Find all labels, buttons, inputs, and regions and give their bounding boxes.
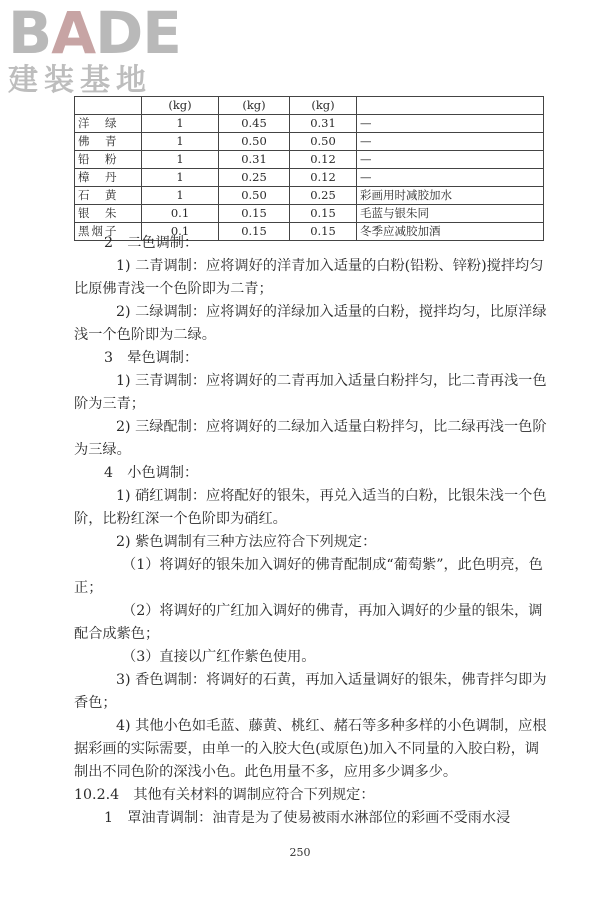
table-cell: 0.15 (290, 223, 357, 241)
table-cell: — (357, 151, 544, 169)
table-cell: 1 (142, 187, 219, 205)
pigment-ratio-table (74, 96, 544, 241)
table-cell: 冬季应减胶加酒 (357, 223, 544, 241)
table-cell (357, 97, 544, 115)
logo-subtitle: 建装基地 (8, 63, 152, 98)
table-cell: 铅 粉 (75, 151, 142, 169)
table-cell: (kg) (219, 97, 290, 115)
paragraph: 1) 二青调制：应将调好的洋青加入适量的白粉(铅粉、锌粉)搅拌均匀比原佛青浅一个色阶即为二青； (74, 258, 544, 297)
table-cell: 0.25 (219, 169, 290, 187)
page-number: 250 (289, 846, 311, 859)
table-cell: 0.12 (290, 169, 357, 187)
table-cell: 0.12 (290, 151, 357, 169)
table-cell: 石 黄 (75, 187, 142, 205)
table-row (75, 115, 544, 133)
table-cell: 0.31 (219, 151, 290, 169)
table-cell (75, 97, 142, 115)
section-heading: 10.2.4 其他有关材料的调制应符合下列规定： (74, 787, 375, 803)
table-cell: (kg) (142, 97, 219, 115)
table-cell: 洋 绿 (75, 115, 142, 133)
table-cell: 0.1 (142, 223, 219, 241)
table-cell: 0.50 (219, 133, 290, 151)
table-cell: (kg) (290, 97, 357, 115)
table-cell: 0.1 (142, 205, 219, 223)
table-cell: 佛 青 (75, 133, 142, 151)
section-heading: 2 二色调制： (104, 235, 199, 251)
table-cell: 樟 丹 (75, 169, 142, 187)
paragraph: 1 罩油青调制：油青是为了使易被雨水淋部位的彩画不受雨水浸 (104, 810, 511, 826)
paragraph: 2) 紫色调制有三种方法应符合下列规定： (116, 534, 377, 550)
table-cell: 0.15 (290, 205, 357, 223)
table-cell: 0.50 (290, 133, 357, 151)
table-cell: 0.31 (290, 115, 357, 133)
table-cell: 1 (142, 151, 219, 169)
table-header-row (75, 97, 544, 115)
paragraph: 2) 三绿配制：应将调好的二绿加入适量白粉拌匀，比二绿再浅一色阶为三绿。 (74, 419, 547, 458)
table-cell: 1 (142, 133, 219, 151)
section-heading: 4 小色调制： (104, 465, 199, 481)
table-row (75, 187, 544, 205)
paragraph: （2）将调好的广红加入调好的佛青，再加入调好的少量的银朱，调配合成紫色； (74, 603, 543, 642)
logo-wordmark: BADE (8, 0, 181, 67)
table-cell: — (357, 169, 544, 187)
table-cell: 1 (142, 169, 219, 187)
table-cell: 0.15 (219, 223, 290, 241)
section-heading: 3 晕色调制： (104, 350, 199, 366)
paragraph: 3) 香色调制：将调好的石黄，再加入适量调好的银朱，佛青拌匀即为香色； (74, 672, 547, 711)
table-cell: 1 (142, 115, 219, 133)
table-row (75, 205, 544, 223)
table-cell: 0.45 (219, 115, 290, 133)
table-cell: — (357, 133, 544, 151)
paragraph: （1）将调好的银朱加入调好的佛青配制成“葡萄紫”，此色明亮，色正； (74, 557, 543, 596)
paragraph: （3）直接以广红作紫色使用。 (122, 649, 316, 665)
paragraph: 1) 三青调制：应将调好的二青再加入适量白粉拌匀，比二青再浅一色阶为三青； (74, 373, 547, 412)
table-cell: 毛蓝与银朱同 (357, 205, 544, 223)
bade-logo (8, 0, 198, 100)
table-row (75, 169, 544, 187)
paragraph: 2) 二绿调制：应将调好的洋绿加入适量的白粉，搅拌均匀，比原洋绿浅一个色阶即为二绿。 (74, 304, 547, 343)
table-cell: 0.50 (219, 187, 290, 205)
table-row (75, 151, 544, 169)
paragraph: 4) 其他小色如毛蓝、藤黄、桃红、赭石等多种多样的小色调制，应根据彩画的实际需要，由单一的入胶大色(或原色)加入不同量的入胶白粉，调制出不同色阶的深浅小色。此色用量不多，应用多少调多少。 (74, 718, 547, 780)
table-cell: 银 朱 (75, 205, 142, 223)
document-body (74, 232, 548, 830)
table-cell: 0.25 (290, 187, 357, 205)
table-cell: — (357, 115, 544, 133)
table-row (75, 133, 544, 151)
table-cell: 0.15 (219, 205, 290, 223)
table-cell: 黑烟子 (75, 223, 142, 241)
table-cell: 彩画用时减胶加水 (357, 187, 544, 205)
paragraph: 1) 硝红调制：应将配好的银朱，再兑入适当的白粉，比银朱浅一个色阶，比粉红深一个色阶即为硝红。 (74, 488, 547, 527)
